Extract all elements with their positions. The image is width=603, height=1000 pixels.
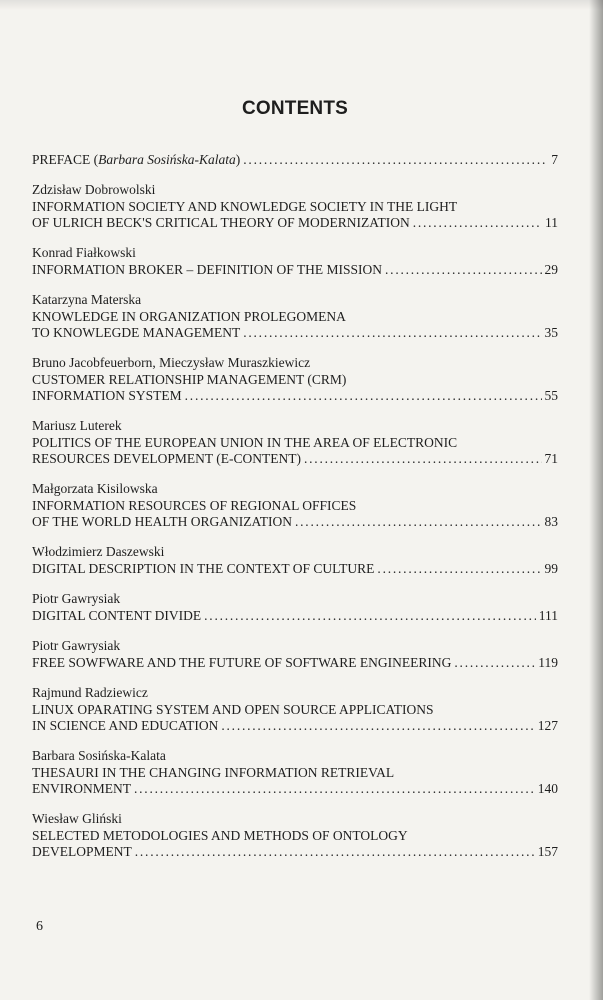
- toc-entry[interactable]: [32, 480, 558, 530]
- toc-entry[interactable]: [32, 590, 558, 624]
- entry-author: Zdzisław Dobrowolski: [32, 182, 156, 197]
- entry-title-line: KNOWLEDGE IN ORGANIZATION PROLEGOMENA: [32, 309, 346, 324]
- toc-entry[interactable]: [32, 637, 558, 671]
- entry-title-line: INFORMATION BROKER – DEFINITION OF THE MISSION: [32, 262, 383, 277]
- entry-title-line: FREE SOWFWARE AND THE FUTURE OF SOFTWARE ENGINEERING: [32, 655, 452, 670]
- toc-entry[interactable]: [32, 684, 558, 734]
- toc-entry-preface[interactable]: [32, 152, 558, 168]
- page-ref: 71: [544, 451, 558, 466]
- page-ref: 157: [537, 844, 558, 859]
- entry-title-line: INFORMATION SYSTEM: [32, 388, 182, 403]
- entry-author: Piotr Gawrysiak: [32, 591, 121, 606]
- page-top-shadow: [0, 0, 603, 10]
- entry-author: Barbara Sosińska-Kalata: [32, 748, 166, 763]
- leader-dots: [304, 451, 542, 467]
- entry-title-line: INFORMATION SOCIETY AND KNOWLEDGE SOCIETY IN THE LIGHT: [32, 199, 458, 214]
- contents-heading: CONTENTS: [241, 98, 349, 119]
- preface-author: Barbara Sosińska-Kalata: [98, 152, 236, 167]
- leader-dots: [204, 608, 536, 624]
- entry-author: Wiesław Gliński: [32, 811, 122, 826]
- table-of-contents: [32, 152, 558, 873]
- page-ref: 127: [537, 718, 558, 733]
- entry-title-line: TO KNOWLEGDE MANAGEMENT: [32, 325, 241, 340]
- leader-dots: [134, 781, 535, 797]
- entry-title-line: DIGITAL DESCRIPTION IN THE CONTEXT OF CULTURE: [32, 561, 375, 576]
- entry-author: Włodzimierz Daszewski: [32, 544, 165, 559]
- page-ref: 111: [538, 608, 558, 623]
- entry-title-line: POLITICS OF THE EUROPEAN UNION IN THE AREA OF ELECTRONIC: [32, 435, 458, 450]
- entry-author: Piotr Gawrysiak: [32, 638, 121, 653]
- page-ref: 29: [544, 262, 558, 277]
- entry-title-line: ENVIRONMENT: [32, 781, 131, 796]
- leader-dots: [295, 514, 542, 530]
- page-number: 6: [36, 919, 43, 934]
- page-ref: 119: [538, 655, 558, 670]
- leader-dots: [385, 262, 541, 278]
- entry-title-line: LINUX OPARATING SYSTEM AND OPEN SOURCE APPLICATIONS: [32, 702, 434, 717]
- page-edge-shadow: [589, 0, 603, 1000]
- toc-entry[interactable]: [32, 291, 558, 341]
- entry-title-line: IN SCIENCE AND EDUCATION: [32, 718, 219, 733]
- toc-entry[interactable]: [32, 747, 558, 797]
- entry-title-line: CUSTOMER RELATIONSHIP MANAGEMENT (CRM): [32, 372, 347, 387]
- leader-dots: [243, 152, 548, 168]
- entry-title-line: OF ULRICH BECK'S CRITICAL THEORY OF MODERNIZATION: [32, 215, 410, 230]
- entry-title-line: INFORMATION RESOURCES OF REGIONAL OFFICES: [32, 498, 357, 513]
- entry-title-line: THESAURI IN THE CHANGING INFORMATION RETRIEVAL: [32, 765, 395, 780]
- toc-entry[interactable]: [32, 244, 558, 278]
- page-ref: 7: [551, 152, 558, 167]
- toc-entry[interactable]: [32, 417, 558, 467]
- leader-dots: [377, 561, 541, 577]
- leader-dots: [243, 325, 541, 341]
- entry-author: Mariusz Luterek: [32, 418, 122, 433]
- page-ref: 11: [545, 215, 558, 230]
- preface-title: PREFACE (Barbara Sosińska-Kalata): [32, 152, 241, 167]
- page-ref: 99: [544, 561, 558, 576]
- entry-author: Konrad Fiałkowski: [32, 245, 136, 260]
- entry-title-line: DIGITAL CONTENT DIVIDE: [32, 608, 202, 623]
- leader-dots: [454, 655, 535, 671]
- toc-entry[interactable]: [32, 181, 558, 231]
- toc-entry[interactable]: [32, 543, 558, 577]
- entry-title-line: DEVELOPMENT: [32, 844, 132, 859]
- entry-title-line: RESOURCES DEVELOPMENT (E-CONTENT): [32, 451, 301, 466]
- entry-author: Małgorzata Kisilowska: [32, 481, 158, 496]
- toc-entry[interactable]: [32, 810, 558, 860]
- entry-title-line: SELECTED METODOLOGIES AND METHODS OF ONTOLOGY: [32, 828, 408, 843]
- toc-entry[interactable]: [32, 354, 558, 404]
- leader-dots: [413, 215, 542, 231]
- leader-dots: [221, 718, 534, 734]
- leader-dots: [135, 844, 535, 860]
- entry-title-line: OF THE WORLD HEALTH ORGANIZATION: [32, 514, 292, 529]
- page-ref: 55: [544, 388, 558, 403]
- page-ref: 83: [544, 514, 558, 529]
- page-ref: 35: [544, 325, 558, 340]
- entry-author: Katarzyna Materska: [32, 292, 142, 307]
- leader-dots: [185, 388, 542, 404]
- page-ref: 140: [537, 781, 558, 796]
- entry-author: Rajmund Radziewicz: [32, 685, 148, 700]
- entry-author: Bruno Jacobfeuerborn, Mieczysław Muraszkiewicz: [32, 355, 311, 370]
